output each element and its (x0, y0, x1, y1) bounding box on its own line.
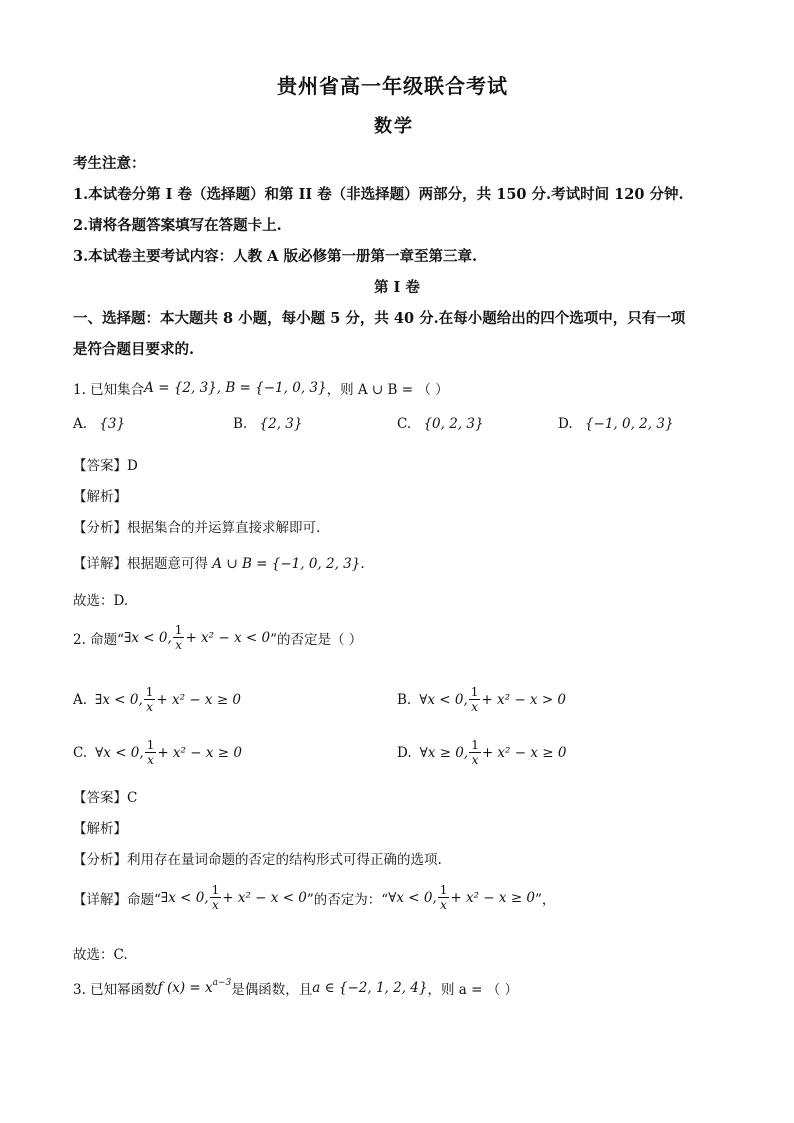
notice-item-1: 1.本试卷分第 I 卷（选择题）和第 II 卷（非选择题）两部分，共 150 分.考试时间 120 分钟. (73, 186, 684, 203)
q2-fenxi-text: 利用存在量词命题的否定的结构形式可得正确的选项. (127, 852, 442, 868)
q1-option-a (73, 416, 125, 432)
q1-conclusion: 故选：D. (73, 593, 129, 609)
q2-detail-fraction-1 (210, 884, 222, 911)
q2-option-b-post: + x² − x > 0 (481, 691, 567, 708)
q2-detail-tag: 【详解】 (73, 891, 127, 908)
q2-option-c (73, 739, 242, 766)
q2-answer-value: C (127, 790, 138, 806)
q2-option-c-fraction (145, 739, 157, 766)
q2-option-a-frac-num: 1 (145, 685, 154, 699)
q1-detail-math: A ∪ B = {−1, 0, 2, 3} (212, 556, 361, 572)
q1-detail-tag: 【详解】 (73, 556, 127, 572)
q1-option-a-label: A. (73, 416, 88, 432)
exam-title: 贵州省高一年级联合考试 (277, 74, 508, 98)
q2-option-a-pre: ∃x < 0, (95, 691, 143, 708)
q2-detail-a: 命题“ (127, 891, 161, 908)
volume-heading: 第 I 卷 (374, 279, 420, 296)
q1-option-c-label: C. (397, 416, 412, 432)
q1-option-b-value: {2, 3} (259, 416, 303, 432)
q2-option-a-label: A. (73, 691, 88, 708)
q2-stem-frac-den: x (175, 638, 182, 652)
q2-option-d-label: D. (397, 744, 412, 761)
q2-detail-frac1-num: 1 (211, 883, 220, 897)
q2-option-d-frac-num: 1 (471, 738, 479, 752)
q2-fenxi-tag: 【分析】 (73, 852, 127, 868)
q1-option-a-value: {3} (99, 416, 126, 432)
notice-item-2: 2.请将各题答案填写在答题卡上. (73, 217, 282, 234)
q2-stem-math-1: ∃x < 0, (124, 629, 172, 646)
q2-detail-math-2: + x² − x < 0 (222, 889, 307, 906)
exam-subject: 数学 (374, 116, 414, 137)
q2-option-c-label: C. (73, 744, 88, 761)
q2-detail-frac1-den: x (212, 898, 219, 912)
q2-option-d-post: + x² − x ≥ 0 (481, 744, 567, 761)
q2-option-d-pre: ∀x ≥ 0, (419, 744, 469, 761)
q1-fenxi-tag: 【分析】 (73, 520, 127, 536)
q1-answer (73, 454, 138, 474)
q2-option-b-frac-num: 1 (470, 685, 479, 699)
q2-stem (73, 624, 362, 651)
q1-detail-text: 根据题意可得 (127, 556, 213, 572)
q2-detail-frac2-num: 1 (439, 883, 448, 897)
q2-option-d-frac-den: x (471, 753, 479, 767)
q2-stem-math-2: + x² − x < 0 (185, 629, 271, 646)
q2-answer-tag: 【答案】 (73, 790, 127, 806)
q2-analysis-tag: 【解析】 (73, 821, 127, 837)
q2-stem-frac-num: 1 (174, 623, 183, 637)
q1-detail (73, 552, 365, 572)
q1-fenxi-text: 根据集合的并运算直接求解即可. (127, 520, 321, 536)
q3-stem-math: f (x) = x (157, 980, 213, 996)
q2-detail (73, 884, 555, 911)
q1-stem-prefix: 1. 已知集合 (73, 382, 145, 398)
q2-fenxi (73, 848, 442, 868)
q1-detail-end: . (360, 556, 365, 572)
q2-detail-fraction-2 (438, 884, 450, 911)
q2-option-b-fraction (469, 686, 481, 713)
notice-item-3: 3.本试卷主要考试内容：人教 A 版必修第一册第一章至第三章. (73, 248, 478, 265)
q1-option-c (397, 416, 484, 432)
q1-stem-math: A = {2, 3}, B = {−1, 0, 3} (144, 380, 327, 396)
q1-option-d-value: {−1, 0, 2, 3} (584, 416, 674, 432)
q1-option-b (233, 416, 302, 432)
q2-detail-b: ”的否定为：“ (306, 891, 389, 908)
q2-option-b-label: B. (397, 691, 412, 708)
q2-detail-math-3: ∀x < 0, (388, 889, 437, 906)
section-instruction-1: 一、选择题：本大题共 8 小题，每小题 5 分，共 40 分.在每小题给出的四个选项中，只有一项 (73, 310, 686, 327)
q2-option-c-frac-den: x (147, 753, 154, 767)
q2-option-c-pre: ∀x < 0, (95, 744, 144, 761)
q2-option-d (397, 739, 566, 766)
q2-detail-frac2-den: x (440, 898, 447, 912)
q2-stem-suffix: ”的否定是（ ） (270, 631, 363, 648)
q2-stem-fraction (173, 624, 185, 651)
q1-stem (73, 378, 449, 398)
q2-option-c-post: + x² − x ≥ 0 (157, 744, 242, 761)
q2-detail-c: ”， (535, 891, 556, 908)
notice-heading: 考生注意： (73, 155, 146, 172)
q1-option-d (558, 416, 674, 432)
q3-stem (73, 978, 518, 998)
q1-stem-suffix: ，则 A ∪ B = （ ） (326, 382, 449, 398)
q3-stem-suffix: ，则 a = （ ） (427, 982, 519, 998)
q2-detail-math-1: ∃x < 0, (160, 889, 209, 906)
section-instruction-2: 是符合题目要求的. (73, 341, 195, 358)
q2-option-a-fraction (144, 686, 156, 713)
q2-conclusion: 故选：C. (73, 947, 128, 963)
q1-option-b-label: B. (233, 416, 248, 432)
q2-option-b-frac-den: x (471, 700, 478, 714)
q2-answer (73, 786, 137, 806)
q1-option-d-label: D. (558, 416, 573, 432)
q3-stem-exponent: a−3 (212, 978, 232, 988)
q1-option-c-value: {0, 2, 3} (423, 416, 484, 432)
q2-option-a-frac-den: x (146, 700, 153, 714)
q2-option-b (397, 686, 566, 713)
q3-stem-prefix: 3. 已知幂函数 (73, 982, 158, 998)
q2-option-a (73, 686, 241, 713)
q3-stem-math-2: a ∈ {−2, 1, 2, 4} (312, 980, 428, 996)
q1-fenxi (73, 516, 320, 536)
q2-stem-prefix: 2. 命题“ (73, 631, 125, 648)
q2-option-a-post: + x² − x ≥ 0 (156, 691, 242, 708)
q1-answer-value: D (127, 458, 138, 474)
q2-detail-math-4: + x² − x ≥ 0 (450, 889, 536, 906)
q2-option-b-pre: ∀x < 0, (419, 691, 468, 708)
q1-answer-tag: 【答案】 (73, 458, 127, 474)
q2-option-d-fraction (469, 739, 481, 766)
q1-analysis-tag: 【解析】 (73, 489, 127, 505)
q3-stem-mid: 是偶函数，且 (231, 982, 313, 998)
q2-option-c-frac-num: 1 (146, 738, 155, 752)
